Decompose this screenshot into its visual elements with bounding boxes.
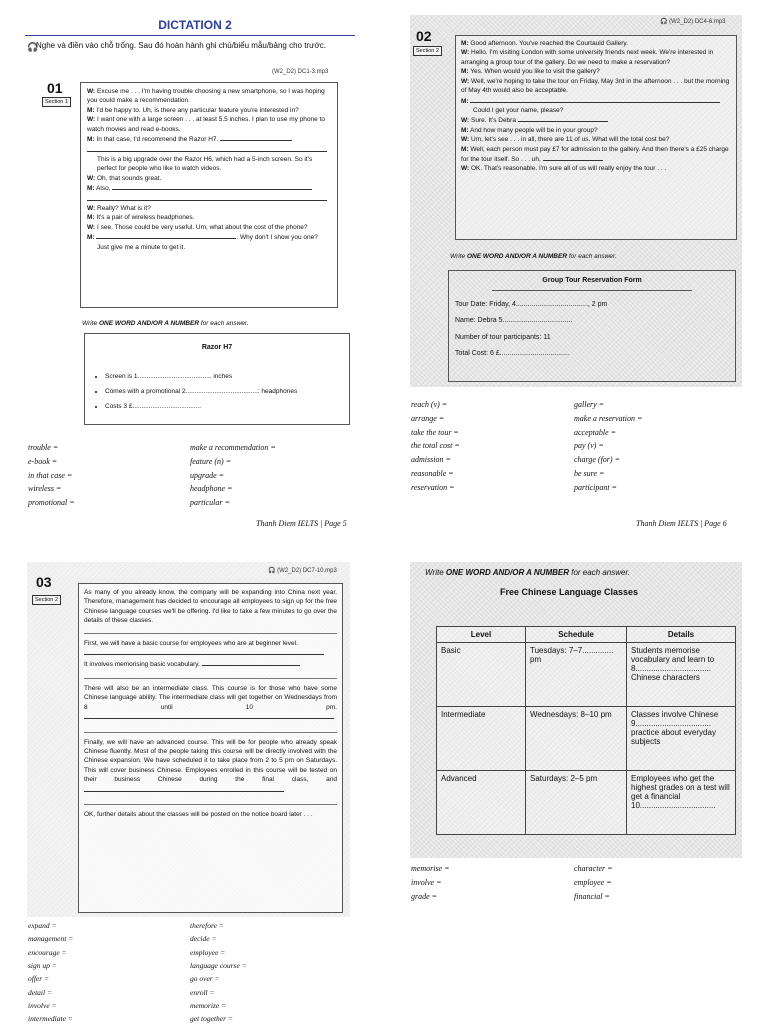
dialogue-line: M: Good afternoon. You've reached the Courtauld Gallery. bbox=[461, 40, 628, 47]
vocab-item: make a reservation = bbox=[574, 413, 643, 423]
vocab-list-left bbox=[28, 919, 73, 1026]
blank-line bbox=[96, 232, 236, 239]
section-tag: Section 2 bbox=[413, 46, 442, 56]
vocab-item: promotional = bbox=[28, 498, 75, 507]
vocab-item: employee = bbox=[190, 947, 226, 957]
dialogue-line: W: Excuse me . . . I'm having trouble choosing a new smartphone, so I was hoping you could make a recommendation. bbox=[87, 88, 325, 105]
vocab-item: make a recommendation = bbox=[190, 443, 276, 452]
vocab-item: enroll = bbox=[190, 987, 215, 997]
vocab-list-right bbox=[190, 919, 247, 1026]
paragraph: First, we will have a basic course for employees who are at beginner level. bbox=[84, 639, 337, 659]
vocab-item: e-book = bbox=[28, 456, 58, 466]
vocab-item: memorize = bbox=[190, 1001, 227, 1011]
page-footer: Thanh Diem IELTS | Page 5 bbox=[256, 519, 347, 528]
blank-line bbox=[112, 183, 312, 190]
page-title: DICTATION 2 bbox=[158, 18, 232, 32]
vocab-item: pay (v) = bbox=[574, 441, 604, 451]
vocab-item: intermediate = bbox=[28, 1014, 73, 1024]
vocab-item: memorise = bbox=[411, 864, 450, 873]
headphones-icon: 🎧 bbox=[268, 568, 276, 574]
vocab-item: therefore = bbox=[190, 921, 224, 930]
vocab-item: detail = bbox=[28, 987, 53, 997]
audio-filename: 🎧 (W2_D2) DC4-6.mp3 bbox=[660, 19, 726, 25]
vocab-item: expand = bbox=[28, 921, 57, 930]
level-cell: Intermediate bbox=[437, 707, 526, 771]
vocab-item: reservation = bbox=[411, 482, 455, 492]
dialogue-line: M: Yes. When would you like to visit the gallery? bbox=[461, 68, 600, 76]
dialogue-line: M: Well, each person must pay £7 for admission to the gallery. And then there's a £25 charge for the tour itself. So . . . uh, bbox=[461, 145, 729, 164]
vocab-list-left bbox=[411, 398, 460, 494]
blank-line bbox=[220, 134, 292, 141]
table-row bbox=[437, 771, 736, 835]
dialogue-line: W: Hello. I'm visiting London with some university friends next week. We're interested in arranging a group tour of the gallery. Do we need to make a reservation? bbox=[461, 49, 714, 66]
form-item: • Screen is 1......................................... inches bbox=[105, 373, 349, 380]
vocab-item: decide = bbox=[190, 934, 217, 944]
form-item: • Costs 3 £...................................... bbox=[105, 403, 349, 410]
details-cell: Classes involve Chinese 9.................................. practice about everyday subjects bbox=[627, 707, 736, 771]
dialogue-line: M: In that case, I'd recommend the Razor H7. bbox=[87, 134, 331, 144]
form-item: Name: Debra 5.................................... bbox=[455, 317, 573, 325]
reservation-form bbox=[448, 270, 736, 382]
blank-line bbox=[84, 648, 324, 655]
level-cell: Advanced bbox=[437, 771, 526, 835]
blank-line bbox=[84, 712, 334, 719]
dialogue-line: M: It's a pair of wireless headphones. bbox=[87, 214, 195, 222]
vocab-item: be sure = bbox=[574, 468, 605, 478]
vocab-item: grade = bbox=[411, 891, 438, 901]
column-header: Schedule bbox=[526, 627, 627, 643]
exercise-number: 03 bbox=[36, 574, 52, 590]
classes-table bbox=[436, 626, 736, 835]
dialogue-line: W: Well, we're hoping to take the tour on Friday, May 3rd in the afternoon . . . but the morning of May 4th would also be acceptable. bbox=[461, 77, 730, 95]
dialogue-line: W: OK. That's reasonable. I'm sure all of us will really enjoy the tour . . . bbox=[461, 165, 667, 173]
blank-line bbox=[202, 659, 300, 666]
vocab-item: offer = bbox=[28, 974, 50, 984]
paragraph: OK, further details about the classes will be posted on the notice board later . . . bbox=[84, 811, 313, 819]
dialogue-line: M: . Why don't I show you one? bbox=[87, 234, 318, 242]
vocab-list-right bbox=[190, 441, 276, 510]
vocab-item: take the tour = bbox=[411, 427, 459, 437]
vocab-item: sign up = bbox=[28, 961, 57, 971]
dialogue-line: M: I'd be happy to. Uh, is there any particular feature you're interested in? bbox=[87, 106, 299, 114]
form-item: • Comes with a promotional 2........................................: headphones bbox=[105, 388, 349, 395]
section-tag: Section 1 bbox=[42, 97, 71, 107]
blank-line bbox=[518, 115, 608, 122]
audio-filename: (W2_D2) DC1-3.mp3 bbox=[272, 69, 329, 75]
dialogue-box-1 bbox=[80, 82, 338, 308]
exercise-number: 02 bbox=[416, 28, 432, 44]
dialogue-line: W: I want one with a large screen . . . at least 5.5 inches. I plan to use my phone to watch movies and read e-books. bbox=[87, 116, 325, 133]
details-cell: Employees who get the highest grades on a test will get a financial 10.................................. bbox=[627, 771, 736, 835]
vocab-item: involve = bbox=[411, 877, 442, 887]
dialogue-line: W: Oh, that sounds great. bbox=[87, 174, 162, 182]
blank-line bbox=[87, 194, 327, 201]
dialogue-box-2 bbox=[455, 35, 737, 240]
form-title: Razor H7 bbox=[201, 344, 233, 351]
schedule-cell: Wednesdays: 8–10 pm bbox=[526, 707, 627, 771]
vocab-item: participant = bbox=[574, 482, 617, 492]
blank-line bbox=[84, 785, 284, 792]
dialogue-line: W: Um, let's see . . . in all, there are 11 of us. What will the total cost be? bbox=[461, 136, 670, 144]
vocab-item: involve = bbox=[28, 1001, 57, 1011]
vocab-item: in that case = bbox=[28, 470, 73, 480]
column-header: Level bbox=[437, 627, 526, 643]
vocab-list-right bbox=[574, 398, 642, 494]
paragraph: It involves memorising basic vocabulary. bbox=[84, 659, 337, 669]
paragraph: Finally, we will have an advanced course. This will be for people who already speak Chinese fluently. Most of the people taking this course will be directly involved with the Chinese expansion. We have scheduled it to take place from 2 to 5 pm on Saturdays. This will cover business Chinese. Employees enrolled in this course will be tested on their business Chinese during the final class, and bbox=[84, 738, 337, 796]
blank-line bbox=[470, 96, 720, 103]
details-cell: Students memorise vocabulary and learn to 8.................................. Chinese characters bbox=[627, 643, 736, 707]
vocab-item: upgrade = bbox=[190, 470, 225, 480]
write-instruction: Write ONE WORD AND/OR A NUMBER for each answer. bbox=[425, 568, 631, 577]
vocab-item: gallery = bbox=[574, 400, 605, 409]
blank-line bbox=[543, 154, 603, 161]
vocab-item: the total cost = bbox=[411, 441, 460, 451]
schedule-cell: Tuesdays: 7–7.............. pm bbox=[526, 643, 627, 707]
vocab-item: reach (v) = bbox=[411, 400, 448, 409]
write-instruction: Write ONE WORD AND/OR A NUMBER for each answer. bbox=[450, 253, 617, 260]
level-cell: Basic bbox=[437, 643, 526, 707]
vocab-item: acceptable = bbox=[574, 427, 617, 437]
form-item: Total Cost: 6 £.................................... bbox=[455, 350, 570, 358]
dialogue-line: W: Sure. It's Debra bbox=[461, 115, 731, 125]
dialogue-line: M: bbox=[461, 96, 731, 106]
notes-form-1 bbox=[84, 333, 350, 425]
table-row bbox=[437, 643, 736, 707]
vocab-item: character = bbox=[574, 864, 613, 873]
vocab-item: language course = bbox=[190, 961, 247, 971]
title-divider bbox=[25, 35, 355, 36]
paragraph: As many of you already know, the company will be expanding into China next year. Therefore, management has decided to encourage all employees to sign up for the free Chinese language courses we'll be offering. I'd like to take a few minutes to go over the details of these classes. bbox=[84, 589, 337, 625]
column-header: Details bbox=[627, 627, 736, 643]
vocab-item: arrange = bbox=[411, 413, 445, 423]
form-item: Number of tour participants: 11 bbox=[455, 333, 551, 341]
vocab-item: go over = bbox=[190, 974, 220, 984]
form-title: Group Tour Reservation Form bbox=[492, 271, 692, 291]
paragraph: There will also be an intermediate class. This course is for those who have some Chinese language ability. The intermediate class will get together on Wednesdays from 8 until 10 pm. bbox=[84, 684, 337, 723]
instruction-text: Nghe và điền vào chỗ trống. Sau đó hoàn hành ghi chú/biểu mẫu/bảng cho trước. bbox=[36, 41, 326, 50]
vocab-item: headphone = bbox=[190, 484, 233, 494]
vocab-list-right bbox=[574, 862, 613, 903]
vocab-item: employee = bbox=[574, 877, 612, 887]
schedule-cell: Saturdays: 2–5 pm bbox=[526, 771, 627, 835]
vocab-item: management = bbox=[28, 934, 74, 944]
section-tag: Section 2 bbox=[32, 595, 61, 605]
dialogue-line: Could I get your name, please? bbox=[473, 106, 564, 114]
vocab-item: feature (n) = bbox=[190, 456, 232, 466]
form-item: Tour Date: Friday, 4....................................., 2 pm bbox=[455, 301, 608, 308]
dialogue-line: M: Also, bbox=[87, 183, 331, 193]
vocab-item: wireless = bbox=[28, 484, 62, 494]
dialogue-line: M: And how many people will be in your group? bbox=[461, 126, 598, 134]
headphones-icon: 🎧 bbox=[660, 19, 668, 25]
vocab-item: reasonable = bbox=[411, 468, 454, 478]
dialogue-line: Just give me a minute to get it. bbox=[97, 243, 186, 251]
vocab-item: encourage = bbox=[28, 947, 67, 957]
dialogue-line: This is a big upgrade over the Razor H6, which had a 5-inch screen. So it's perfect for people who like to watch videos. bbox=[97, 155, 313, 173]
write-instruction: Write ONE WORD AND/OR A NUMBER for each answer. bbox=[82, 320, 249, 327]
vocab-item: get together = bbox=[190, 1014, 233, 1024]
exercise-number: 01 bbox=[47, 80, 63, 96]
vocab-item: financial = bbox=[574, 891, 610, 901]
vocab-list-left bbox=[411, 862, 450, 903]
dialogue-line: W: Really? What is it? bbox=[87, 205, 151, 213]
monologue-box bbox=[78, 583, 343, 913]
dialogue-line: W: I see. Those could be very useful. Um, what about the cost of the phone? bbox=[87, 223, 308, 231]
table-title: Free Chinese Language Classes bbox=[500, 587, 639, 597]
page-footer: Thanh Diem IELTS | Page 6 bbox=[636, 519, 727, 528]
vocab-item: admission = bbox=[411, 455, 451, 464]
table-header-row bbox=[437, 627, 736, 643]
audio-filename: 🎧 (W2_D2) DC7-10.mp3 bbox=[268, 568, 337, 574]
vocab-item: particular = bbox=[190, 498, 230, 507]
vocab-item: charge (for) = bbox=[574, 455, 620, 464]
blank-line bbox=[87, 145, 327, 152]
table-row bbox=[437, 707, 736, 771]
headphones-icon: 🎧 bbox=[27, 42, 39, 52]
vocab-list-left bbox=[28, 441, 75, 510]
vocab-item: trouble = bbox=[28, 443, 59, 452]
